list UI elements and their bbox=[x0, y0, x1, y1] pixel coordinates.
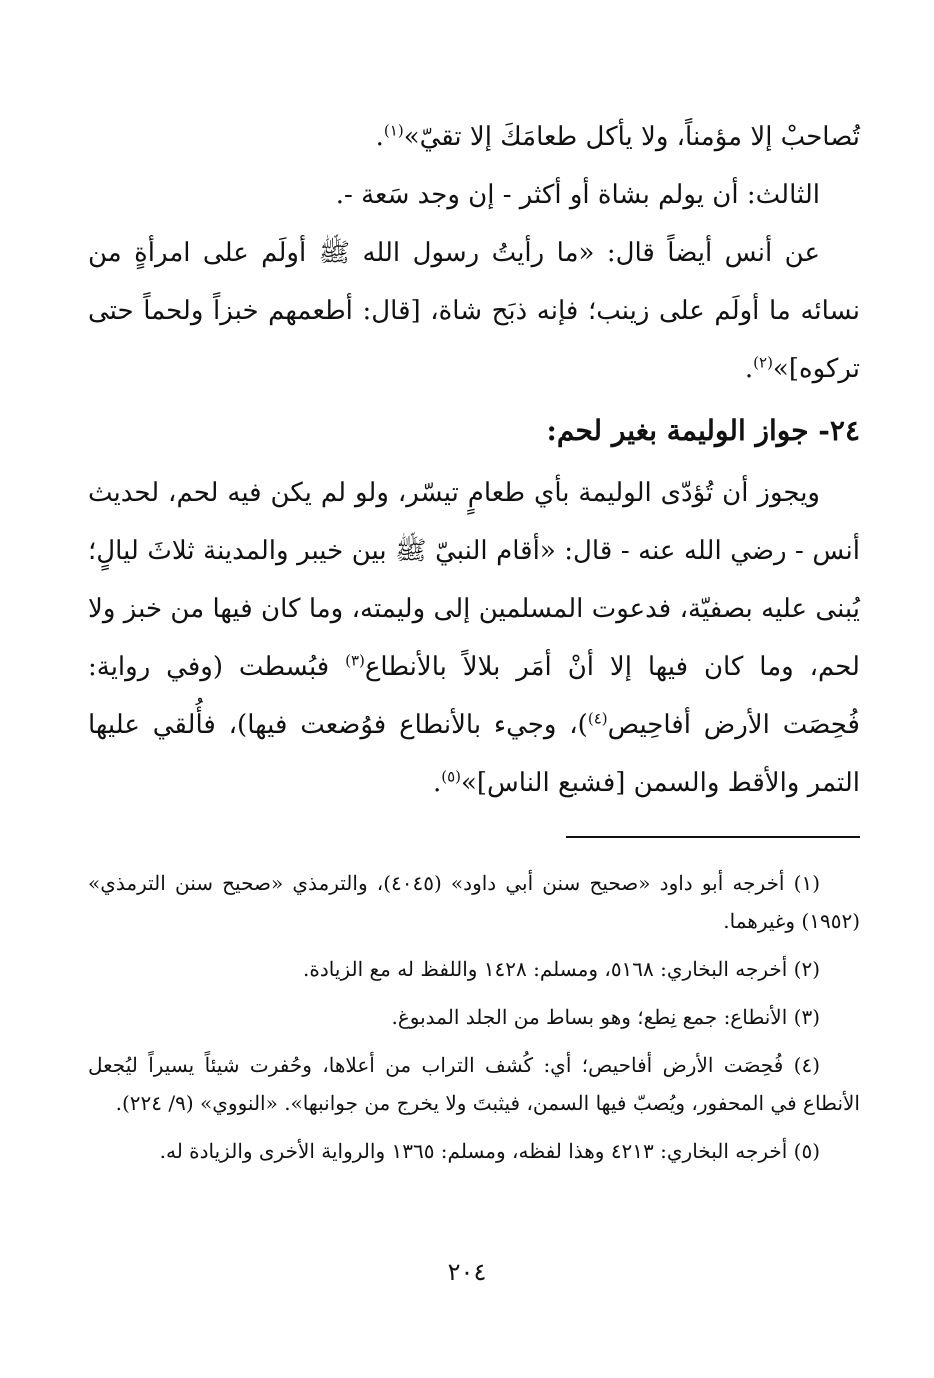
footnote-1: (١) أخرجه أبو داود «صحيح سنن أبي داود» (٤٠٤٥)، والترمذي «صحيح سنن الترمذي» (١٩٥٢) وغيرهما. bbox=[88, 871, 860, 933]
paragraph-4-part-c: )، وجيء بالأنطاع فوُضعت فيها)، فأُلقي عليها التمر والأقط والسمن [فشبع الناس]» bbox=[88, 710, 860, 798]
paragraph-4-part-b: فبُسطت (وفي رواية: فُحِصَت الأرض أفاحِيص bbox=[88, 652, 860, 740]
paragraph-1 bbox=[88, 108, 860, 166]
paragraph-1-end: . bbox=[375, 122, 384, 152]
paragraph-3-end: . bbox=[744, 354, 754, 384]
footnote-ref-2: (٢) bbox=[753, 353, 773, 372]
section-heading: ٢٤- جواز الوليمة بغير لحم: bbox=[546, 414, 860, 447]
footnote-3: (٣) الأنطاع: جمع نِطع؛ وهو بساط من الجلد المدبوغ. bbox=[391, 1005, 820, 1029]
paragraph-4-end: . bbox=[432, 768, 442, 798]
page-content bbox=[88, 108, 860, 1180]
footnote-5: (٥) أخرجه البخاري: ٤٢١٣ وهذا لفظه، ومسلم: ١٣٦٥ والرواية الأخرى والزيادة له. bbox=[159, 1139, 820, 1163]
footnote-ref-3: (٣) bbox=[345, 651, 365, 670]
paragraph-3 bbox=[88, 224, 860, 398]
main-text bbox=[88, 108, 860, 812]
paragraph-2 bbox=[88, 166, 860, 224]
footnote-2: (٢) أخرجه البخاري: ٥١٦٨، ومسلم: ١٤٢٨ واللفظ له مع الزيادة. bbox=[303, 957, 820, 981]
page-number: ٢٠٤ bbox=[447, 1258, 487, 1286]
footnote-divider bbox=[566, 836, 860, 838]
paragraph-4 bbox=[88, 464, 860, 812]
paragraph-1-text: تُصاحبْ إلا مؤمناً، ولا يأكل طعامَكَ إلا تقيّ» bbox=[403, 122, 860, 152]
footnote-ref-4: (٤) bbox=[587, 709, 608, 728]
footnotes bbox=[88, 864, 860, 1170]
footnote-ref-1: (١) bbox=[383, 121, 404, 140]
paragraph-4-part-a: ويجوز أن تُؤدّى الوليمة بأي طعامٍ تيسّر، ولو لم يكن فيه لحم، لحديث أنس - رضي الله عنه - قال: «أقام النبيّ ﷺ بين خيبر والمدينة ثلاثَ ليالٍ؛ يُبنى عليه بصفيّة، فدعوت المسلمين إلى وليمته، وما كان فيها من خبز ولا لحم، وما كان فيها إلا أنْ أمَر بلالاً بالأنطاع bbox=[88, 478, 860, 682]
paragraph-3-text: عن أنس أيضاً قال: «ما رأيتُ رسول الله ﷺ أولَم على امرأةٍ من نسائه ما أولَم على زينب؛ فإنه ذبَح شاة، [قال: أطعمهم خبزاً ولحماً حتى تركوه]» bbox=[88, 238, 860, 384]
paragraph-2-text: الثالث: أن يولم بشاة أو أكثر - إن وجد سَعة -. bbox=[335, 180, 820, 210]
footnote-4: (٤) فُحِصَت الأرض أفاحيص؛ أي: كُشف التراب من أعلاها، وحُفرت شيئاً يسيراً ليُجعل الأنطاع في المحفور، ويُصبّ فيها السمن، فيثبتَ ولا يخرج من جوانبها». «النووي» (٩/ ٢٢٤). bbox=[88, 1053, 860, 1115]
footnote-ref-5: (٥) bbox=[441, 767, 461, 786]
